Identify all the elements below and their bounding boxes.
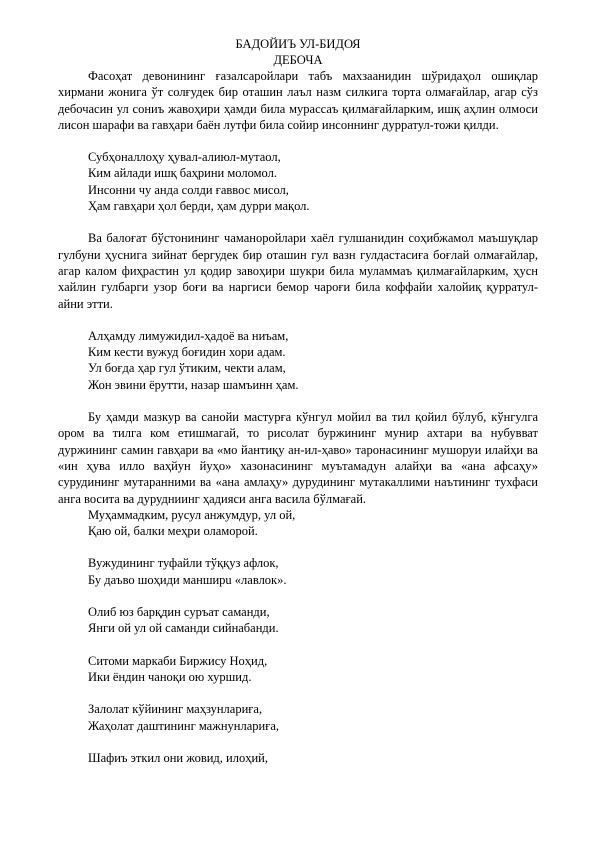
verse-line: Қаю ой, балки меҳри оламорой. xyxy=(88,524,258,539)
document-title: БАДОЙИЪ УЛ-БИДОЯ xyxy=(235,37,361,51)
verse-line: Ким айлади ишқ баҳрини моломол. xyxy=(88,166,277,181)
verse-line: Ситоми маркаби Биржису Ноҳид, xyxy=(88,653,268,668)
paragraph: Бу ҳамди мазкур ва санойи мастурға кўнгул мойил ва тил қойил бўлуб, кўнгулга ором ва тилга ком етишмагай, то рисолат буржининг мунир ахтари ва нубувват дуржининг самин гавҳари ва «мо йантиқу ан-ил-ҳаво» таронасининг мушоруи илайҳи ва «ин ҳува илло ваҳйун йуҳо» хазонасининг муътамадун алайҳи ва «ана афсаҳу» сурудининг мутаранними ва «ана амлаҳу» дурудининг мутакаллими наътининг тухфаси анга восита ва дурудниинг ҳадияси анга васила бўлмағай. xyxy=(58,410,538,506)
verse-line: Шафиъ эткил они жовид, илоҳий, xyxy=(88,750,268,765)
verse-line: Олиб юз барқдин суръат саманди, xyxy=(88,605,270,620)
spacer xyxy=(58,539,538,555)
verse-block xyxy=(58,507,538,540)
spacer xyxy=(58,588,538,604)
verse-line: Ким кести вужуд боғидин хори адам. xyxy=(88,345,286,360)
spacer xyxy=(58,685,538,701)
verse-line: Жон эвини ёрутти, назар шамъинн ҳам. xyxy=(88,377,299,392)
verse-block xyxy=(58,653,538,686)
spacer xyxy=(58,637,538,653)
paragraph: Ва балоғат бўстонининг чаманоройлари хаёл гулшанидин соҳибжамол маъшуқлар гулбуни ҳуснига зийнат бергудек бир оташин гул вазн гулдастасиға боғлай олмағайлар, агар калом фиҳрастин ул қодир завоҳири шукри била муламмаъ қилмағайларким, ҳусн хайлин гулбарги узор боғи ва наргиси бемор чароғи била коффайи халойиқ қурратул-айни этти. xyxy=(58,231,538,311)
verse-block xyxy=(58,149,538,214)
spacer xyxy=(58,734,538,750)
verse-line: Муҳаммадким, русул анжумдур, ул ой, xyxy=(88,507,296,522)
verse-line: Вужудининг туфайли тўққуз афлок, xyxy=(88,556,279,571)
verse-line: Ул боғда ҳар гул ўтиким, чекти алам, xyxy=(88,361,286,376)
verse-line: Инсонни чу анда солди ғаввос мисол, xyxy=(88,182,289,197)
paragraph: Фасоҳат девонининг ғазалсаройлари табъ махзаанидин шўридаҳол ошиқлар хирмани жонига ўт солғудек бир оташин лаъл назм силкига торта олмағайлар, агар сўз дебочасин ул сониъ жавоҳири ҳамди била мурассаъ қилмағайларким, ишқ аҳлин олмоси лисон шарафи ва гавҳари баён лутфи била сойир инсоннинг дурратул-тожи қилди. xyxy=(58,69,538,132)
verse-line: Жаҳолат даштининг мажнунлариға, xyxy=(88,718,279,733)
verse-line: Алҳамду лимужидил-ҳадоё ва ниъам, xyxy=(88,328,289,343)
verse-line: Ҳам гавҳари ҳол берди, ҳам дурри мақол. xyxy=(88,199,310,214)
verse-line: Янги ой ул ой саманди сийнабанди. xyxy=(88,621,279,636)
spacer xyxy=(58,214,538,230)
verse-line: Залолат кўйининг маҳзунлариға, xyxy=(88,702,263,717)
verse-block xyxy=(58,701,538,734)
verse-line: Ики ёндин чаноқи ою хуршид. xyxy=(88,669,252,684)
spacer xyxy=(58,393,538,409)
spacer xyxy=(58,133,538,149)
verse-line: Бу даъво шоҳиди манширu «лавлок». xyxy=(88,572,287,587)
verse-block xyxy=(58,555,538,588)
document-subtitle: ДЕБОЧА xyxy=(273,53,323,67)
verse-block xyxy=(58,604,538,637)
verse-block xyxy=(58,750,538,766)
spacer xyxy=(58,312,538,328)
verse-line: Субҳоналлоҳу ҳувал-алиюл-мутаол, xyxy=(88,150,281,165)
verse-block xyxy=(58,328,538,393)
